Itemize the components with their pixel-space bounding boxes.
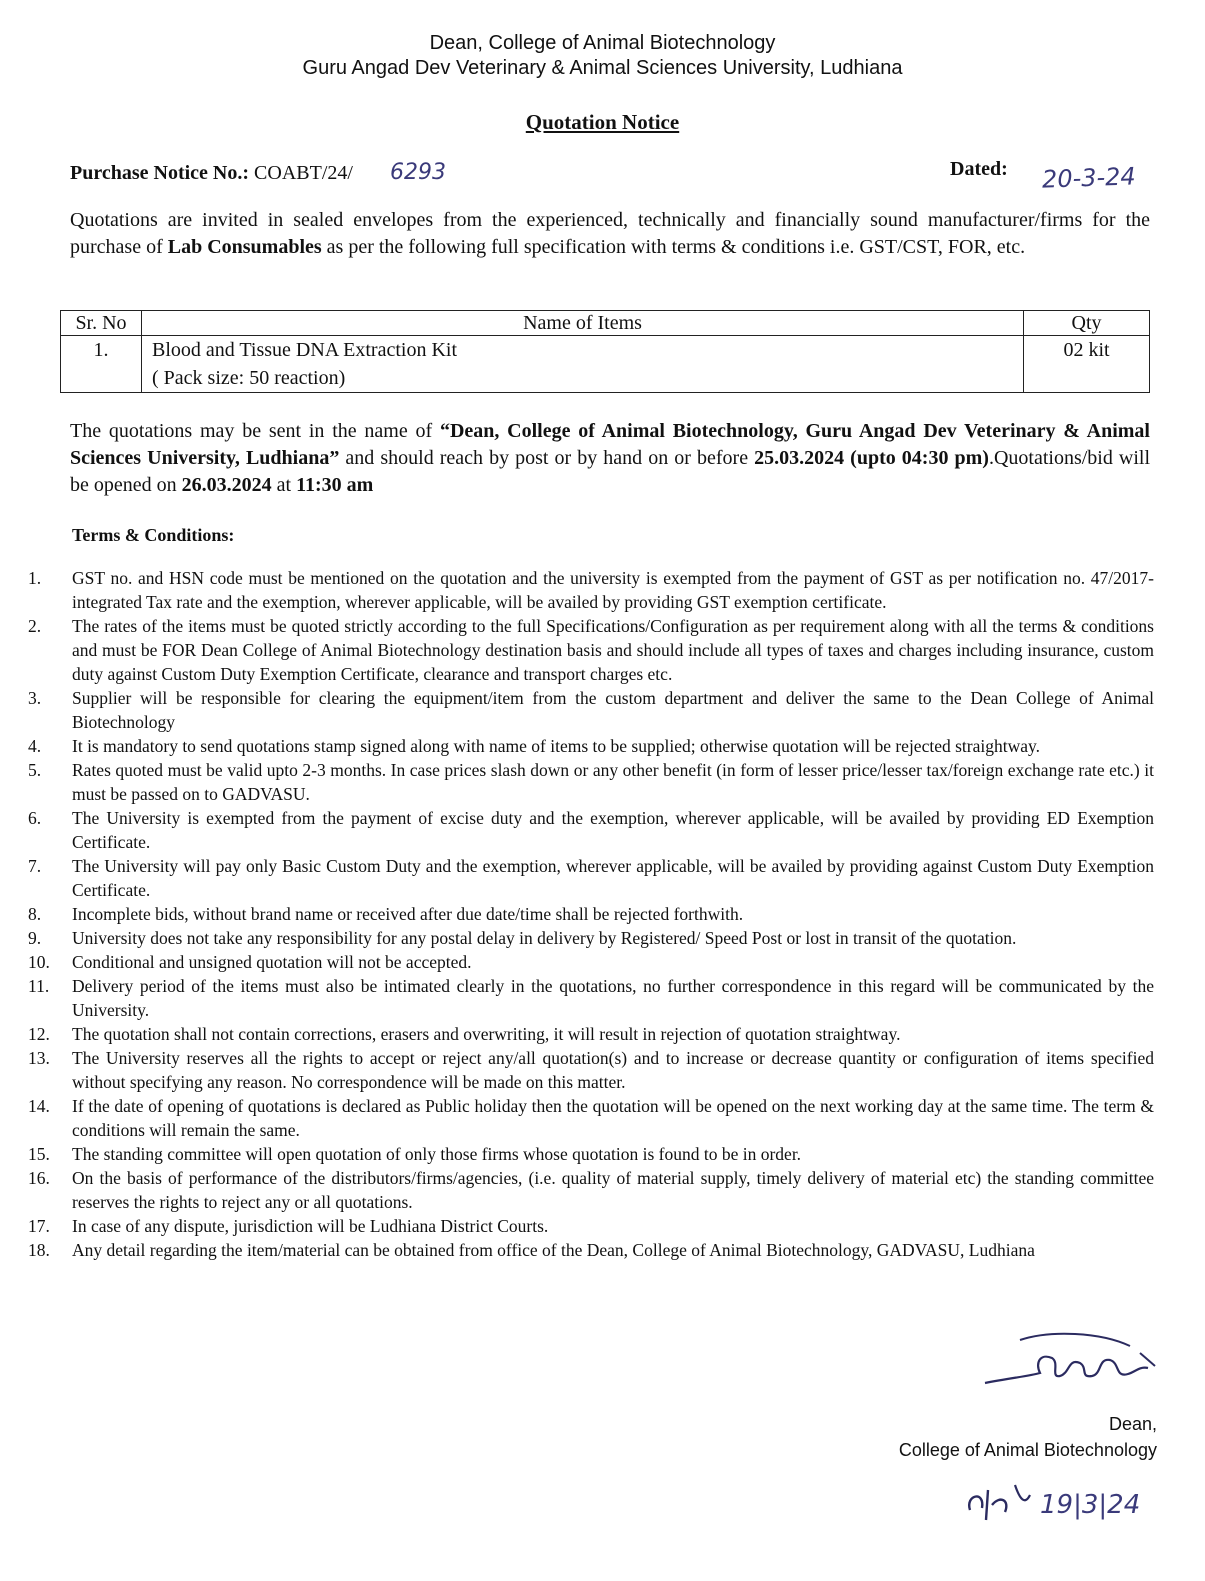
term-item: [28, 1166, 1154, 1214]
term-item: [28, 614, 1154, 686]
term-item: [28, 902, 1154, 926]
terms-list: [28, 566, 1154, 1262]
purchase-notice-prefix: COABT/24/: [254, 162, 353, 184]
term-item: [28, 974, 1154, 1022]
cell-item-name: [142, 336, 1024, 393]
term-item: [28, 854, 1154, 902]
signatory-office: College of Animal Biotechnology: [898, 1440, 1157, 1460]
term-text: Conditional and unsigned quotation will not be accepted.: [72, 952, 472, 972]
purchase-notice-label: Purchase Notice No.:: [70, 162, 250, 184]
term-number: 11.: [28, 976, 50, 996]
signature-scribble: [980, 1328, 1165, 1398]
items-table: [60, 310, 1150, 393]
intro-paragraph: [70, 207, 1150, 261]
dated-label: Dated:: [950, 158, 1008, 180]
term-text: The University is exempted from the payment of excise duty and the exemption, wherever applicable, will be availed by providing ED Exemption Certificate.: [72, 808, 1154, 852]
handwritten-date: 20-3-24: [1041, 162, 1137, 194]
term-text: In case of any dispute, jurisdiction will be Ludhiana District Courts.: [72, 1216, 549, 1236]
term-text: Incomplete bids, without brand name or received after due date/time shall be rejected forthwith.: [72, 904, 744, 924]
term-number: 7.: [28, 856, 42, 876]
term-item: [28, 1238, 1154, 1262]
send-text-4: at: [271, 474, 297, 496]
table-header-row: [61, 311, 1150, 336]
header-line-2: Guru Angad Dev Veterinary & Animal Sciences University, Ludhiana: [302, 57, 903, 79]
term-item: [28, 1142, 1154, 1166]
send-bold-deadline: 25.03.2024 (upto 04:30 pm): [754, 447, 989, 469]
term-item: [28, 1094, 1154, 1142]
term-item: [28, 806, 1154, 854]
send-bold-name: “Dean, College of Animal Biotechnology, Guru Angad Dev Veterinary & Animal Sciences University, Ludhiana”: [70, 420, 1150, 469]
term-number: 13.: [28, 1048, 50, 1068]
term-number: 18.: [28, 1240, 50, 1260]
col-header-qty: Qty: [1024, 311, 1150, 336]
handwritten-date-note: 19|3|24: [1040, 1490, 1141, 1520]
cell-qty: 02 kit: [1024, 336, 1150, 393]
purchase-notice-number: [70, 162, 353, 185]
term-text: GST no. and HSN code must be mentioned on the quotation and the university is exempted from the payment of GST as per notification no. 47/2017-integrated Tax rate and the exemption, wherever applicable, will be availed by providing GST exemption certificate.: [72, 568, 1154, 612]
submission-paragraph: [70, 418, 1150, 499]
term-text: On the basis of performance of the distributors/firms/agencies, (i.e. quality of material supply, timely delivery of material etc) the standing committee reserves the rights to reject any or all quotations.: [72, 1168, 1154, 1212]
send-text-1: The quotations may be sent in the name of: [70, 420, 440, 442]
send-bold-open-date: 26.03.2024: [181, 474, 272, 496]
term-item: [28, 1214, 1154, 1238]
handwritten-notice-number: 6293: [390, 160, 446, 185]
term-text: The University reserves all the rights to accept or reject any/all quotation(s) and to increase or decrease quantity or configuration of items specified without specifying any reason. No correspondence will be made on this matter.: [72, 1048, 1154, 1092]
term-item: [28, 566, 1154, 614]
term-text: The standing committee will open quotation of only those firms whose quotation is found to be in order.: [72, 1144, 802, 1164]
page-title: Quotation Notice: [525, 110, 680, 134]
signatory-title: Dean,: [1108, 1414, 1157, 1434]
item-name: Blood and Tissue DNA Extraction Kit: [152, 339, 458, 361]
term-number: 9.: [28, 928, 42, 948]
term-text: University does not take any responsibility for any postal delay in delivery by Registered/ Speed Post or lost in transit of the quotation.: [72, 928, 1017, 948]
term-item: [28, 734, 1154, 758]
cell-sr: 1.: [61, 336, 142, 393]
term-text: The University will pay only Basic Custom Duty and the exemption, wherever applicable, will be availed by providing against Custom Duty Exemption Certificate.: [72, 856, 1154, 900]
term-number: 12.: [28, 1024, 50, 1044]
term-item: [28, 950, 1154, 974]
term-item: [28, 686, 1154, 734]
terms-title: Terms & Conditions:: [72, 525, 235, 545]
term-text: Delivery period of the items must also be intimated clearly in the quotations, no further correspondence in this regard will be communicated by the University.: [72, 976, 1154, 1020]
send-text-2: and should reach by post or by hand on or before: [339, 447, 755, 469]
item-pack-size: ( Pack size: 50 reaction): [152, 367, 346, 389]
term-text: Any detail regarding the item/material can be obtained from office of the Dean, College of Animal Biotechnology, GADVASU, Ludhiana: [72, 1240, 1035, 1260]
header-line-1: Dean, College of Animal Biotechnology: [429, 32, 776, 54]
term-text: The quotation shall not contain corrections, erasers and overwriting, it will result in rejection of quotation straightway.: [72, 1024, 901, 1044]
send-bold-open-time: 11:30 am: [296, 474, 374, 496]
term-number: 1.: [28, 568, 42, 588]
term-number: 10.: [28, 952, 50, 972]
send-text-3: .Quotations/bid will be opened on: [70, 447, 1151, 496]
signatory-block: [0, 1411, 1157, 1463]
term-number: 2.: [28, 616, 42, 636]
handwritten-initials: [960, 1470, 1040, 1530]
intro-text-1: Quotations are invited in sealed envelopes from the experienced, technically and financially sound manufacturer/firms for the purchase of: [70, 209, 1150, 258]
term-number: 5.: [28, 760, 42, 780]
term-number: 4.: [28, 736, 42, 756]
intro-bold-item: Lab Consumables: [167, 236, 322, 258]
term-text: Supplier will be responsible for clearing the equipment/item from the custom department and deliver the same to the Dean College of Animal Biotechnology: [72, 688, 1154, 732]
term-text: If the date of opening of quotations is declared as Public holiday then the quotation will be opened on the next working day at the same time. The term & conditions will remain the same.: [72, 1096, 1154, 1140]
table-row: [61, 336, 1150, 393]
term-number: 8.: [28, 904, 42, 924]
term-item: [28, 926, 1154, 950]
col-header-sr: Sr. No: [61, 311, 142, 336]
col-header-name: Name of Items: [142, 311, 1024, 336]
term-number: 14.: [28, 1096, 50, 1116]
term-text: Rates quoted must be valid upto 2-3 months. In case prices slash down or any other benefit (in form of lesser price/lesser tax/foreign exchange rate etc.) it must be passed on to GADVASU.: [72, 760, 1154, 804]
intro-text-2: as per the following full specification with terms & conditions i.e. GST/CST, FOR, etc.: [321, 236, 1026, 258]
term-text: The rates of the items must be quoted strictly according to the full Specifications/Configuration as per requirement along with all the terms & conditions and must be FOR Dean College of Animal Biotechnology destination basis and should include all types of taxes and charges including insurance, custom duty against Custom Duty Exemption Certificate, clearance and transport charges etc.: [72, 616, 1154, 684]
term-item: [28, 758, 1154, 806]
term-number: 16.: [28, 1168, 50, 1188]
term-number: 17.: [28, 1216, 50, 1236]
term-number: 6.: [28, 808, 42, 828]
term-number: 15.: [28, 1144, 50, 1164]
term-item: [28, 1046, 1154, 1094]
term-item: [28, 1022, 1154, 1046]
term-number: 3.: [28, 688, 42, 708]
term-text: It is mandatory to send quotations stamp signed along with name of items to be supplied; otherwise quotation will be rejected straightway.: [72, 736, 1040, 756]
